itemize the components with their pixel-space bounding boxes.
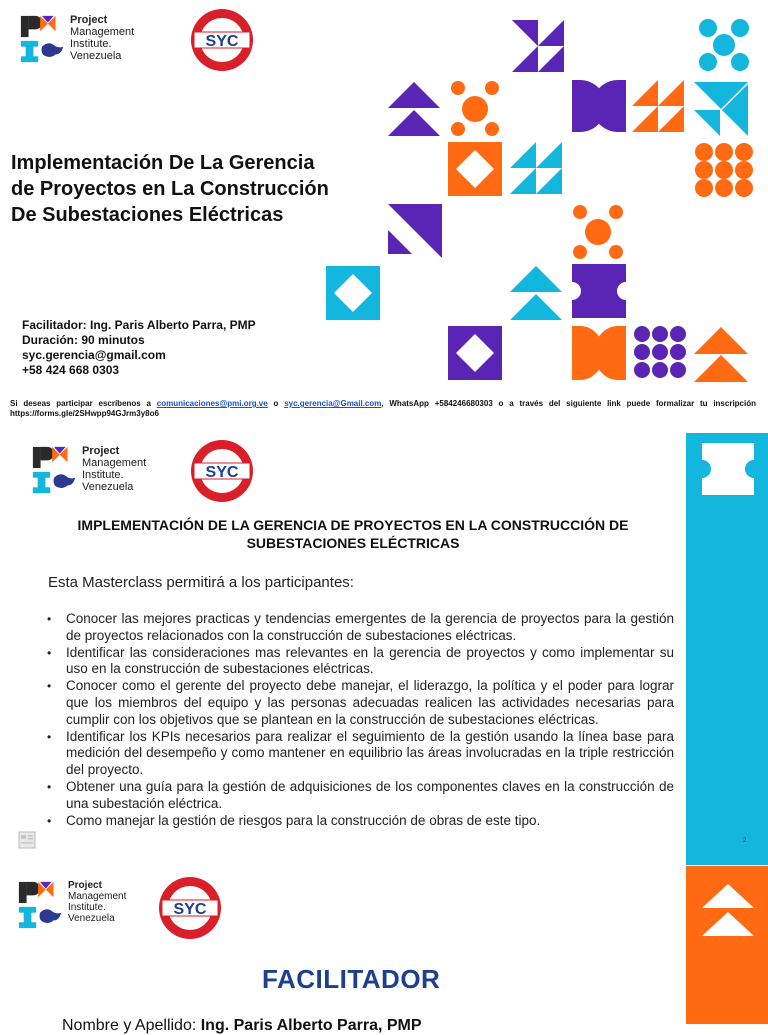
event-info	[22, 318, 256, 378]
pmi-line2: Management	[68, 891, 127, 902]
orange-dots-icon	[451, 81, 499, 136]
orange-side-band	[686, 866, 768, 1024]
purple-arrow-up-icon	[388, 82, 440, 136]
purple-arrow-down-icon	[388, 204, 442, 258]
geometric-pattern	[320, 14, 768, 386]
facilitator-line: Facilitador: Ing. Paris Alberto Parra, PMP	[22, 318, 256, 332]
syc-letters: SYC	[205, 33, 239, 50]
pmi-line2: Management	[70, 26, 135, 38]
purple-d-shapes-icon	[572, 80, 626, 132]
duration-line: Duración: 90 minutos	[22, 333, 145, 347]
footer-text-2: o	[267, 399, 285, 408]
syc-logo	[190, 8, 254, 72]
slide-1	[0, 0, 768, 430]
pmi-line1: Project	[82, 445, 120, 457]
syc-logo	[190, 439, 254, 503]
title-line-3: De Subestaciones Eléctricas	[11, 204, 284, 226]
orange-dots-2-icon	[573, 205, 623, 259]
registration-footer	[10, 399, 756, 419]
name-label: Nombre y Apellido:	[62, 1017, 201, 1034]
purple-triangles-icon	[512, 20, 564, 72]
slide-3	[0, 866, 768, 1034]
list-item: • Conocer como el gerente del proyecto debe manejar, el liderazgo, la política y el poder para lograr que los miembros del equipo y las personas adecuadas realicen las actividades necesarias para cumplir con los objetivos que se plantean en la construcción de subestaciones eléctricas.	[44, 678, 674, 728]
pmi-logo-text	[82, 445, 146, 493]
syc-letters: SYC	[173, 901, 207, 918]
event-title	[11, 150, 373, 228]
pmi-line1: Project	[68, 880, 102, 891]
title-line-1: Implementación De La Gerencia	[11, 152, 315, 174]
pmi-line4: Venezuela	[68, 913, 115, 924]
pmi-mark-icon	[32, 445, 78, 495]
pmi-line3: Institute.	[82, 469, 124, 481]
contact-phone: +58 424 668 0303	[22, 363, 120, 377]
list-item: • Conocer las mejores practicas y tendencias emergentes de la gerencia de proyectos para la gestión de proyectos relacionados con la construcción de subestaciones eléctricas.	[44, 611, 674, 645]
white-i-beam-icon	[686, 433, 768, 513]
pmi-line4: Venezuela	[70, 50, 122, 62]
pmi-email-link[interactable]: comunicaciones@pmi.org.ve	[156, 399, 268, 408]
cyan-arrow-up-icon	[510, 266, 562, 320]
list-item: • Obtener una guía para la gestión de adquisiciones de los componentes claves en la construcción de una subestación eléctrica.	[44, 779, 674, 813]
name-value: Ing. Paris Alberto Parra, PMP	[200, 1017, 422, 1034]
pmi-line4: Venezuela	[82, 481, 134, 493]
purple-i-beam-icon	[572, 264, 626, 318]
syc-letters: SYC	[205, 464, 239, 481]
orange-d-shapes-icon	[572, 326, 626, 380]
footer-text-1: Si deseas participar escríbenos a	[10, 399, 157, 408]
objectives-list	[44, 611, 674, 829]
pmi-logo-text	[70, 14, 134, 62]
slide-2	[0, 433, 768, 865]
pmi-logo-text	[68, 880, 126, 924]
pmi-mark-icon	[18, 880, 64, 930]
orange-dot-grid-icon	[695, 143, 753, 197]
list-item: • Identificar las consideraciones mas relevantes en la gerencia de proyectos y como implementar su uso en la construcción de subestaciones eléctricas.	[44, 645, 674, 679]
facilitator-name-line	[62, 1017, 422, 1035]
masterclass-intro: Esta Masterclass permitirá a los participantes:	[48, 574, 354, 591]
pmi-line3: Institute.	[70, 38, 112, 50]
cyan-dots-icon	[699, 19, 749, 71]
pmi-line2: Management	[82, 457, 147, 469]
orange-diamond-square-icon	[448, 142, 502, 196]
title-line-2: de Proyectos en La Construcción	[11, 178, 329, 200]
cyan-triangles-icon	[510, 142, 562, 194]
list-item: • Como manejar la gestión de riesgos para la construcción de obras de este tipo.	[44, 813, 674, 830]
pmi-logo	[20, 14, 134, 64]
cyan-arrow-down-icon	[694, 82, 748, 136]
pmi-mark-icon	[20, 14, 66, 64]
purple-dot-grid-icon	[634, 326, 686, 378]
syc-logo	[158, 876, 222, 940]
white-arrow-up-icon	[686, 872, 768, 952]
pmi-line3: Institute.	[68, 902, 106, 913]
list-item: • Identificar los KPIs necesarios para realizar el seguimiento de la gestión usando la línea base para medición del desempeño y como mantener en equilibrio las áreas involucradas en la triple restricción del proyecto.	[44, 729, 674, 779]
pmi-line1: Project	[70, 14, 108, 26]
contact-email: syc.gerencia@gmail.com	[22, 348, 166, 362]
orange-triangles-icon	[632, 80, 684, 132]
purple-diamond-square-icon	[448, 326, 502, 380]
syc-email-link[interactable]: syc.gerencia@Gmail.com	[284, 399, 382, 408]
pmi-logo	[32, 445, 146, 495]
orange-arrow-up-icon	[694, 327, 748, 382]
pmi-logo	[18, 880, 126, 930]
footer-text-3: , WhatsApp +584246680303 o a través del siguiente link puede formalizar tu inscripción https://forms.gle/2SHwpp94GJrm3y8o6	[10, 399, 756, 418]
masterclass-heading: IMPLEMENTACIÓN DE LA GERENCIA DE PROYECTOS EN LA CONSTRUCCIÓN DE SUBESTACIONES ELÉCTRICAS	[77, 517, 629, 551]
cyan-diamond-square-icon	[326, 266, 380, 320]
facilitator-title: FACILITADOR	[262, 964, 441, 994]
cyan-side-band	[686, 433, 768, 865]
page-number: 2	[743, 838, 747, 844]
document-icon	[18, 831, 36, 849]
